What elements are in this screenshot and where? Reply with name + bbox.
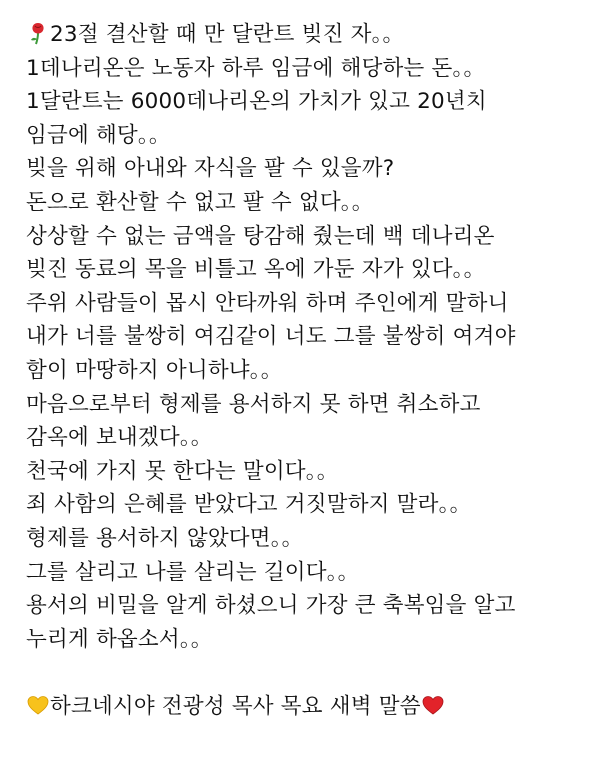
text-line-19: 누리게 하옵소서。。	[26, 626, 213, 652]
text-line-15: 죄 사함의 은혜를 받았다고 거짓말하지 말라。。	[26, 492, 472, 518]
text-line-16: 형제를 용서하지 않았다면。。	[26, 525, 304, 551]
text-line-11: 함이 마땅하지 아니하냐。。	[26, 357, 283, 383]
signature-text: 하크네시야 전광성 목사 목요 새벽 말씀	[50, 693, 421, 719]
text-line-9: 주위 사람들이 몹시 안타까워 하며 주인에게 말하니	[26, 290, 509, 316]
red-heart-icon	[421, 693, 445, 717]
text-line-1: 23절 결산할 때 만 달란트 빚진 자。。	[26, 18, 586, 52]
rose-icon	[26, 21, 50, 45]
signature-line	[26, 690, 586, 724]
text-line-3: 1달란트는 6000데나리온의 가치가 있고 20년치	[26, 89, 487, 115]
memo-note	[26, 18, 586, 723]
text-line-12: 마음으로부터 형제를 용서하지 못 하면 취소하고	[26, 391, 481, 417]
blank-line	[26, 656, 586, 690]
text-line-4: 임금에 해당。。	[26, 122, 171, 148]
text-line-10: 내가 너를 불쌍히 여김같이 너도 그를 불쌍히 여겨야	[26, 324, 516, 350]
text-line-2: 1데나리온은 노동자 하루 임금에 해당하는 돈。。	[26, 55, 486, 81]
text-line-6: 돈으로 환산할 수 없고 팔 수 없다。。	[26, 189, 374, 215]
text-line-8: 빚진 동료의 목을 비틀고 옥에 가둔 자가 있다。。	[26, 257, 486, 283]
text-line-14: 천국에 가지 못 한다는 말이다。。	[26, 458, 339, 484]
yellow-heart-icon	[26, 693, 50, 717]
text-line-13: 감옥에 보내겠다。。	[26, 425, 213, 451]
text-line-7: 상상할 수 없는 금액을 탕감해 줬는데 백 데나리온	[26, 223, 495, 249]
text-line-18: 용서의 비밀을 알게 하셨으니 가장 큰 축복임을 알고	[26, 593, 516, 619]
text-line-17: 그를 살리고 나를 살리는 길이다。。	[26, 559, 360, 585]
text-line-5: 빚을 위해 아내와 자식을 팔 수 있을까?	[26, 156, 395, 182]
